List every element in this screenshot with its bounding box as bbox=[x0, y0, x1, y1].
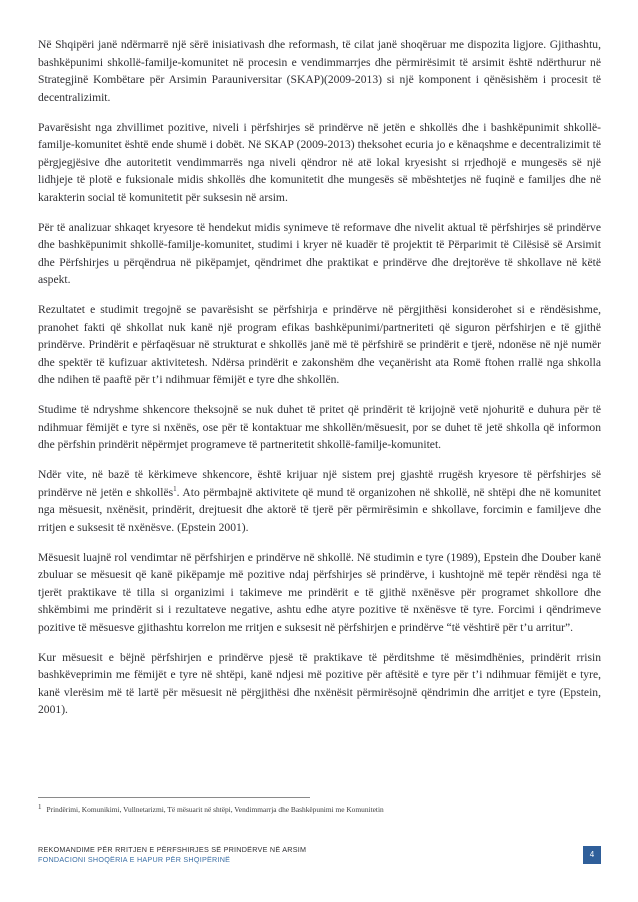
paragraph-3: Për të analizuar shkaqet kryesore të hendekut midis synimeve të reformave dhe nivelit aktual të përfshirjes së prindërve dhe bashkëpunimit shkollë-familje-komunitet, studimi i kryer në kuadër të projektit të Përparimit të Cilësisë së Arsimit dhe Përfshirjes u përqëndrua në pikëpamjet, qëndrimet dhe praktikat e prindërve dhe drejtorëve të shkollave në këtë aspekt. bbox=[38, 220, 601, 286]
paragraph-1: Në Shqipëri janë ndërmarrë një sërë inisiativash dhe reformash, të cilat janë shoqëruar me dispozita ligjore. Gjithashtu, bashkëpunimi shkollë-familje-komunitet në procesin e vendimmarrjes dhe përmirësimit të arsimit është ndërthurur në Strategjinë Kombëtare për Arsimin Parauniversitar (SKAP)(2009-2013) si një komponent i qënësishëm i procesit të decentralizimit. bbox=[38, 38, 601, 104]
footer-organization: FONDACIONI SHOQËRIA E HAPUR PËR SHQIPËRINË bbox=[38, 855, 231, 864]
paragraph-5: Studime të ndryshme shkencore theksojnë se nuk duhet të pritet që prindërit të krijojnë vetë njohuritë e duhura për të ndihmuar fëmijët e tyre si nxënës, ose për të kontaktuar me shkollën/mësuesit, por se duhet të jetë shkolla që informon dhe përfshin prindërit nëpërmjet programeve të partneritetit shkollë-familje-komunitet. bbox=[38, 403, 601, 451]
paragraph-7: Mësuesit luajnë rol vendimtar në përfshirjen e prindërve në shkollë. Në studimin e tyre (1989), Epstein dhe Douber kanë zbuluar se mësuesit që kanë pikëpamje më pozitive ndaj përfshirjes së prindërve, i kushtojnë më tepër rëndësi nga të tjerët praktikave të tilla si organizimi i takimeve me prindërit e të gjithë nxënësve për programet shkollore dhe shkëmbimi me prindërit si i rezultateve negative, ashtu edhe atyre pozitive të nxënësve të tyre. Forcimi i qëndrimeve pozitive të mësuesve gjithashtu korrelon me rritjen e suksesit në përfshirjen e prindërve “të vështirë për t’u arritur”. bbox=[38, 550, 601, 634]
footnote bbox=[38, 802, 601, 815]
body-text bbox=[38, 36, 601, 731]
footnote-number: 1 bbox=[38, 802, 42, 811]
paragraph-6 bbox=[38, 466, 601, 536]
page-number-badge: 4 bbox=[583, 846, 601, 864]
footnote-divider bbox=[38, 797, 310, 798]
paragraph-4: Rezultatet e studimit tregojnë se pavarësisht se përfshirja e prindërve në përgjithësi konsiderohet si e rëndësishme, pranohet fakti që shkollat nuk kanë një program efikas bashkëpunimi/partneriteti që siguron përfshirjen e të gjithë prindërve. Prindërit e përfaqësuar në strukturat e shkollës janë më të përfshirë se prindërit e tjerë, ndonëse në një numër dhe spektër të kufizuar aktivitetesh. Ndërsa prindërit e zakonshëm dhe veçanërisht ata Romë ftohen rrallë nga shkolla dhe ndihen të paaftë për t’i ndihmuar fëmijët e tyre dhe shkollën. bbox=[38, 303, 601, 386]
footer-report-title: REKOMANDIME PËR RRITJEN E PËRFSHIRJES SË PRINDËRVE NË ARSIM bbox=[38, 845, 307, 854]
paragraph-6-text-a: Ndër vite, në bazë të kërkimeve shkencore, është krijuar një sistem prej gjashtë rrugësh kryesore të përfshirjes së prindërve në jetën e shkollës bbox=[38, 468, 601, 499]
page-footer bbox=[38, 845, 601, 865]
footnote-reference[interactable]: 1 bbox=[173, 484, 177, 493]
paragraph-6-text-b: . Ato përmbajnë aktivitete që mund të organizohen në shkollë, në shtëpi dhe në komunitet nga mësuesit, nxënësit, prindërit, drejtuesit dhe aktorë të tjerë për përmirësimin e shkollave, forcimin e familjeve dhe rritjen e suksesit të nxënësve. (Epstein 2001). bbox=[38, 485, 601, 534]
footnote-text: Prindërimi, Komunikimi, Vullnetarizmi, Të mësuarit në shtëpi, Vendimmarrja dhe Bashkëpunimi me Komunitetin bbox=[46, 805, 384, 814]
paragraph-2: Pavarësisht nga zhvillimet pozitive, niveli i përfshirjes së prindërve në jetën e shkollës dhe i bashkëpunimit shkollë-familje-komunitet është ende shumë i dobët. Në SKAP (2009-2013) theksohet ecuria jo e kënaqshme e decentralizimit të përgjegjësive dhe autoritetit vendimmarrës nga niveli qëndror në atë lokal kryesisht si rrjedhojë e mungesës së një lidhjeje të plotë e fuksionale midis shkollës dhe komunitetit dhe mungesës së mbështetjes në fuqinë e familjes dhe në karakterin social të komunitetit për suksesin në arsim. bbox=[38, 120, 601, 204]
paragraph-8: Kur mësuesit e bëjnë përfshirjen e prindërve pjesë të praktikave të përditshme të mësimdhënies, prindërit rrisin bashkëveprimin me fëmijët e tyre në shtëpi, kanë ndjesi më pozitive për aftësitë e tyre për t’i ndihmuar fëmijët e tyre, kanë vlerësim më të lartë për mësuesit në përgjithësi dhe nxënësit përmirësojnë qëndrimin dhe arritjet e tyre (Epstein, 2001). bbox=[38, 650, 601, 716]
